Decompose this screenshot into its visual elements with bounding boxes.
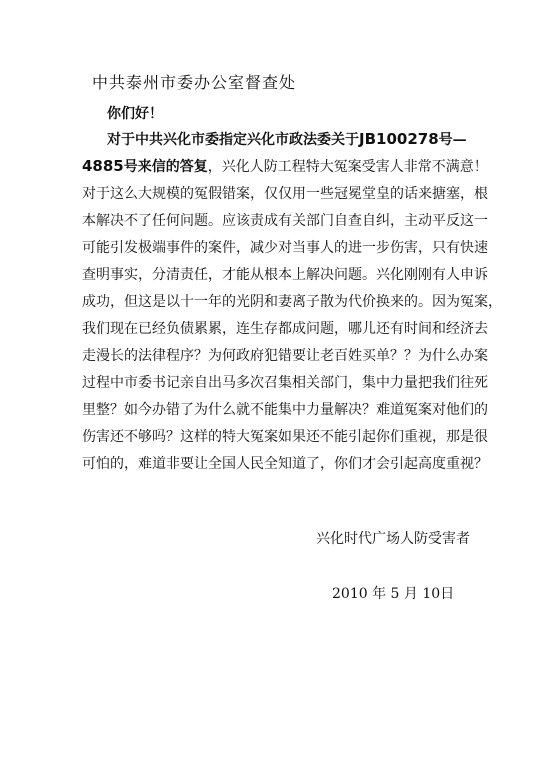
body-line: 成功，但这是以十一年的光阴和妻离子散为代价换来的。因为冤案， (82, 294, 502, 310)
body-line: 伤害还不够吗？这样的特大冤案如果还不能引起你们重视，那是很 (82, 429, 488, 445)
date-month: 5 (390, 586, 400, 602)
body-line: 里整？如今办错了为什么就不能集中力量解决？难道冤案对他们的 (82, 402, 488, 418)
greeting: 你们好！ (107, 106, 163, 122)
body-line: 过程中市委书记亲自出马多次召集相关部门，集中力量把我们往死 (82, 375, 488, 391)
reply-reference: 号来信的答复 (123, 159, 208, 175)
signature: 兴化时代广场人防受害者 (316, 531, 470, 547)
body-line: 可能引发极端事件的案件，减少对当事人的进一步伤害，只有快速 (82, 240, 488, 256)
body-line: 可怕的，难道非要让全国人民全知道了，你们才会引起高度重视？ (82, 456, 488, 472)
body-line: 本解决不了任何问题。应该责成有关部门自查自纠，主动平反这一 (82, 213, 488, 229)
body-line: 走漫长的法律程序？为何政府犯错要让老百姓买单？？为什么办案 (82, 348, 488, 364)
body-line: 查明事实，分清责任，才能从根本上解决问题。兴化刚刚有人申诉 (82, 267, 488, 283)
letter-date (332, 583, 454, 603)
case-number: JB100278 (359, 130, 439, 148)
body-line-2-rest: ，兴化人防工程特大冤案受害人非常不满意！ (207, 159, 488, 175)
body-line: 我们现在已经负债累累，连生存都成问题，哪儿还有时间和经济去 (82, 321, 488, 337)
recipient-heading: 中共泰州市委办公室督查处 (92, 73, 297, 92)
body-line-1-suffix: 号— (438, 132, 467, 148)
date-year-unit: 年 (372, 586, 387, 602)
date-month-unit: 月 (403, 586, 418, 602)
case-number-tail: 4885 (82, 157, 124, 175)
date-day: 10 (422, 586, 441, 602)
date-day-unit: 日 (440, 586, 455, 602)
date-year: 2010 (332, 586, 368, 602)
body-line-2 (82, 156, 488, 177)
body-line: 对于这么大规模的冤假错案，仅仅用一些冠冕堂皇的话来搪塞，根 (82, 186, 488, 202)
body-line-1 (107, 129, 507, 150)
body-line-1-prefix: 对于中共兴化市委指定兴化市政法委关于 (107, 132, 359, 148)
